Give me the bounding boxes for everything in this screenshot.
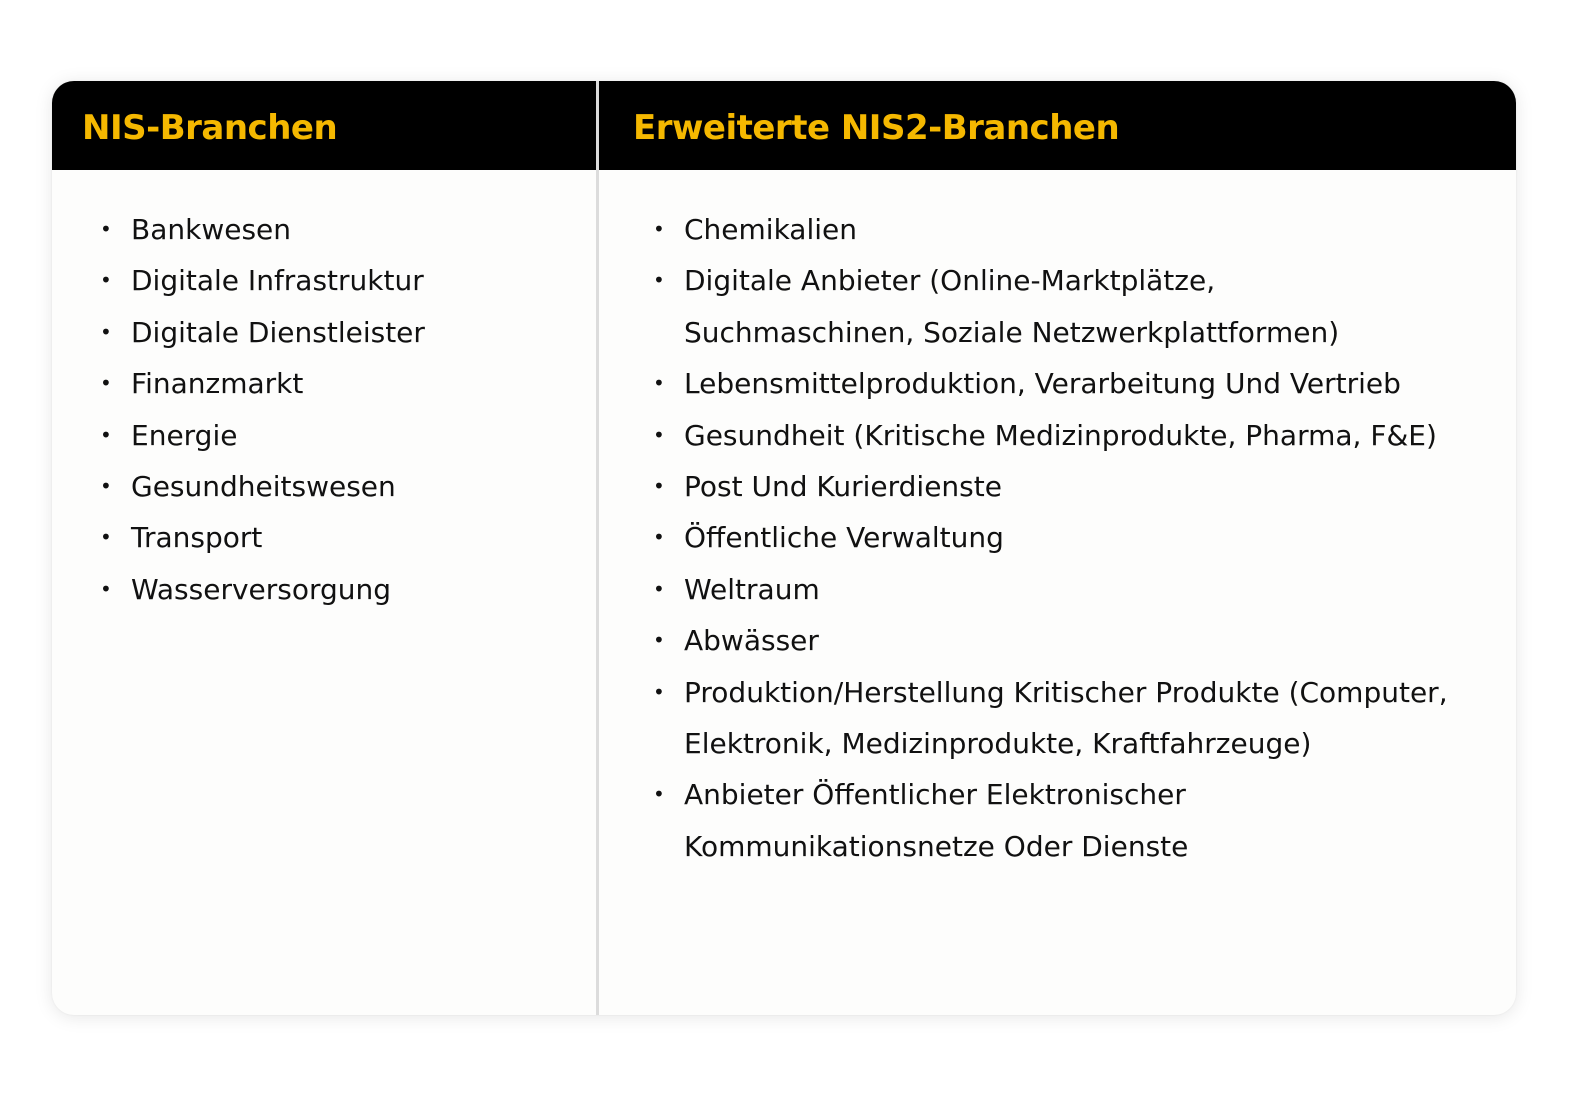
bullet-icon: • <box>653 679 665 704</box>
list-item-text: Transport <box>131 521 263 555</box>
list-item-text: Chemikalien <box>684 213 857 246</box>
list-item <box>649 410 1499 461</box>
list-item <box>96 512 576 563</box>
bullet-icon: • <box>653 576 665 601</box>
nis2-column-title: Erweiterte NIS2-Branchen <box>633 107 1120 148</box>
list-item-text: Gesundheit (Kritische Medizinprodukte, Pharma, F&E) <box>684 418 1437 452</box>
list-item <box>649 667 1499 770</box>
list-item-text: Weltraum <box>684 572 820 606</box>
bullet-icon: • <box>100 525 112 550</box>
list-item <box>649 461 1499 512</box>
list-item-text: Finanzmarkt <box>131 367 304 401</box>
list-item <box>649 204 1499 255</box>
bullet-icon: • <box>653 217 665 241</box>
list-item-text: Digitale Infrastruktur <box>131 264 424 298</box>
bullet-icon: • <box>100 319 112 344</box>
list-item <box>649 512 1499 563</box>
list-item-text-continued: Suchmaschinen, Soziale Netzwerkplattformen) <box>684 315 1340 349</box>
list-item-text: Post Und Kurierdienste <box>684 470 1002 504</box>
list-item <box>649 358 1499 409</box>
nis-sector-list <box>96 204 576 615</box>
bullet-icon: • <box>653 474 665 499</box>
bullet-icon: • <box>653 782 665 807</box>
nis-column <box>52 81 596 1015</box>
list-item-text: Bankwesen <box>131 213 292 246</box>
bullet-icon: • <box>100 268 112 293</box>
list-item <box>96 307 576 358</box>
bullet-icon: • <box>653 371 665 396</box>
bullet-icon: • <box>100 576 112 601</box>
list-item <box>96 410 576 461</box>
list-item-text: Digitale Dienstleister <box>131 315 425 349</box>
nis2-column-header <box>599 81 1516 170</box>
list-item <box>649 255 1499 358</box>
bullet-icon: • <box>100 371 112 396</box>
list-item-text: Gesundheitswesen <box>131 470 396 504</box>
bullet-icon: • <box>653 628 665 653</box>
nis-column-header <box>52 81 596 170</box>
list-item-text: Digitale Anbieter (Online-Marktplätze, <box>684 264 1216 298</box>
bullet-icon: • <box>100 217 112 241</box>
bullet-icon: • <box>653 525 665 550</box>
bullet-icon: • <box>100 474 112 499</box>
bullet-icon: • <box>100 422 112 447</box>
list-item-text-continued: Elektronik, Medizinprodukte, Kraftfahrzeuge) <box>684 727 1312 761</box>
list-item <box>96 461 576 512</box>
list-item <box>96 255 576 306</box>
list-item <box>649 769 1499 872</box>
nis2-sector-list <box>649 204 1499 872</box>
list-item <box>96 358 576 409</box>
nis-column-title: NIS-Branchen <box>82 107 338 148</box>
list-item <box>96 564 576 615</box>
list-item-text: Lebensmittelproduktion, Verarbeitung Und Vertrieb <box>684 367 1401 401</box>
list-item <box>96 204 576 255</box>
nis2-column <box>599 81 1516 1015</box>
list-item-text: Energie <box>131 418 238 452</box>
comparison-table <box>52 81 1516 1015</box>
list-item <box>649 615 1499 666</box>
list-item-text: Anbieter Öffentlicher Elektronischer <box>684 778 1186 812</box>
list-item <box>649 564 1499 615</box>
list-item-text: Abwässer <box>684 624 819 658</box>
list-item-text: Öffentliche Verwaltung <box>684 521 1004 555</box>
list-item-text: Wasserversorgung <box>131 572 392 606</box>
bullet-icon: • <box>653 268 665 293</box>
list-item-text: Produktion/Herstellung Kritischer Produkte (Computer, <box>684 675 1448 709</box>
list-item-text-continued: Kommunikationsnetze Oder Dienste <box>684 829 1189 863</box>
bullet-icon: • <box>653 422 665 447</box>
